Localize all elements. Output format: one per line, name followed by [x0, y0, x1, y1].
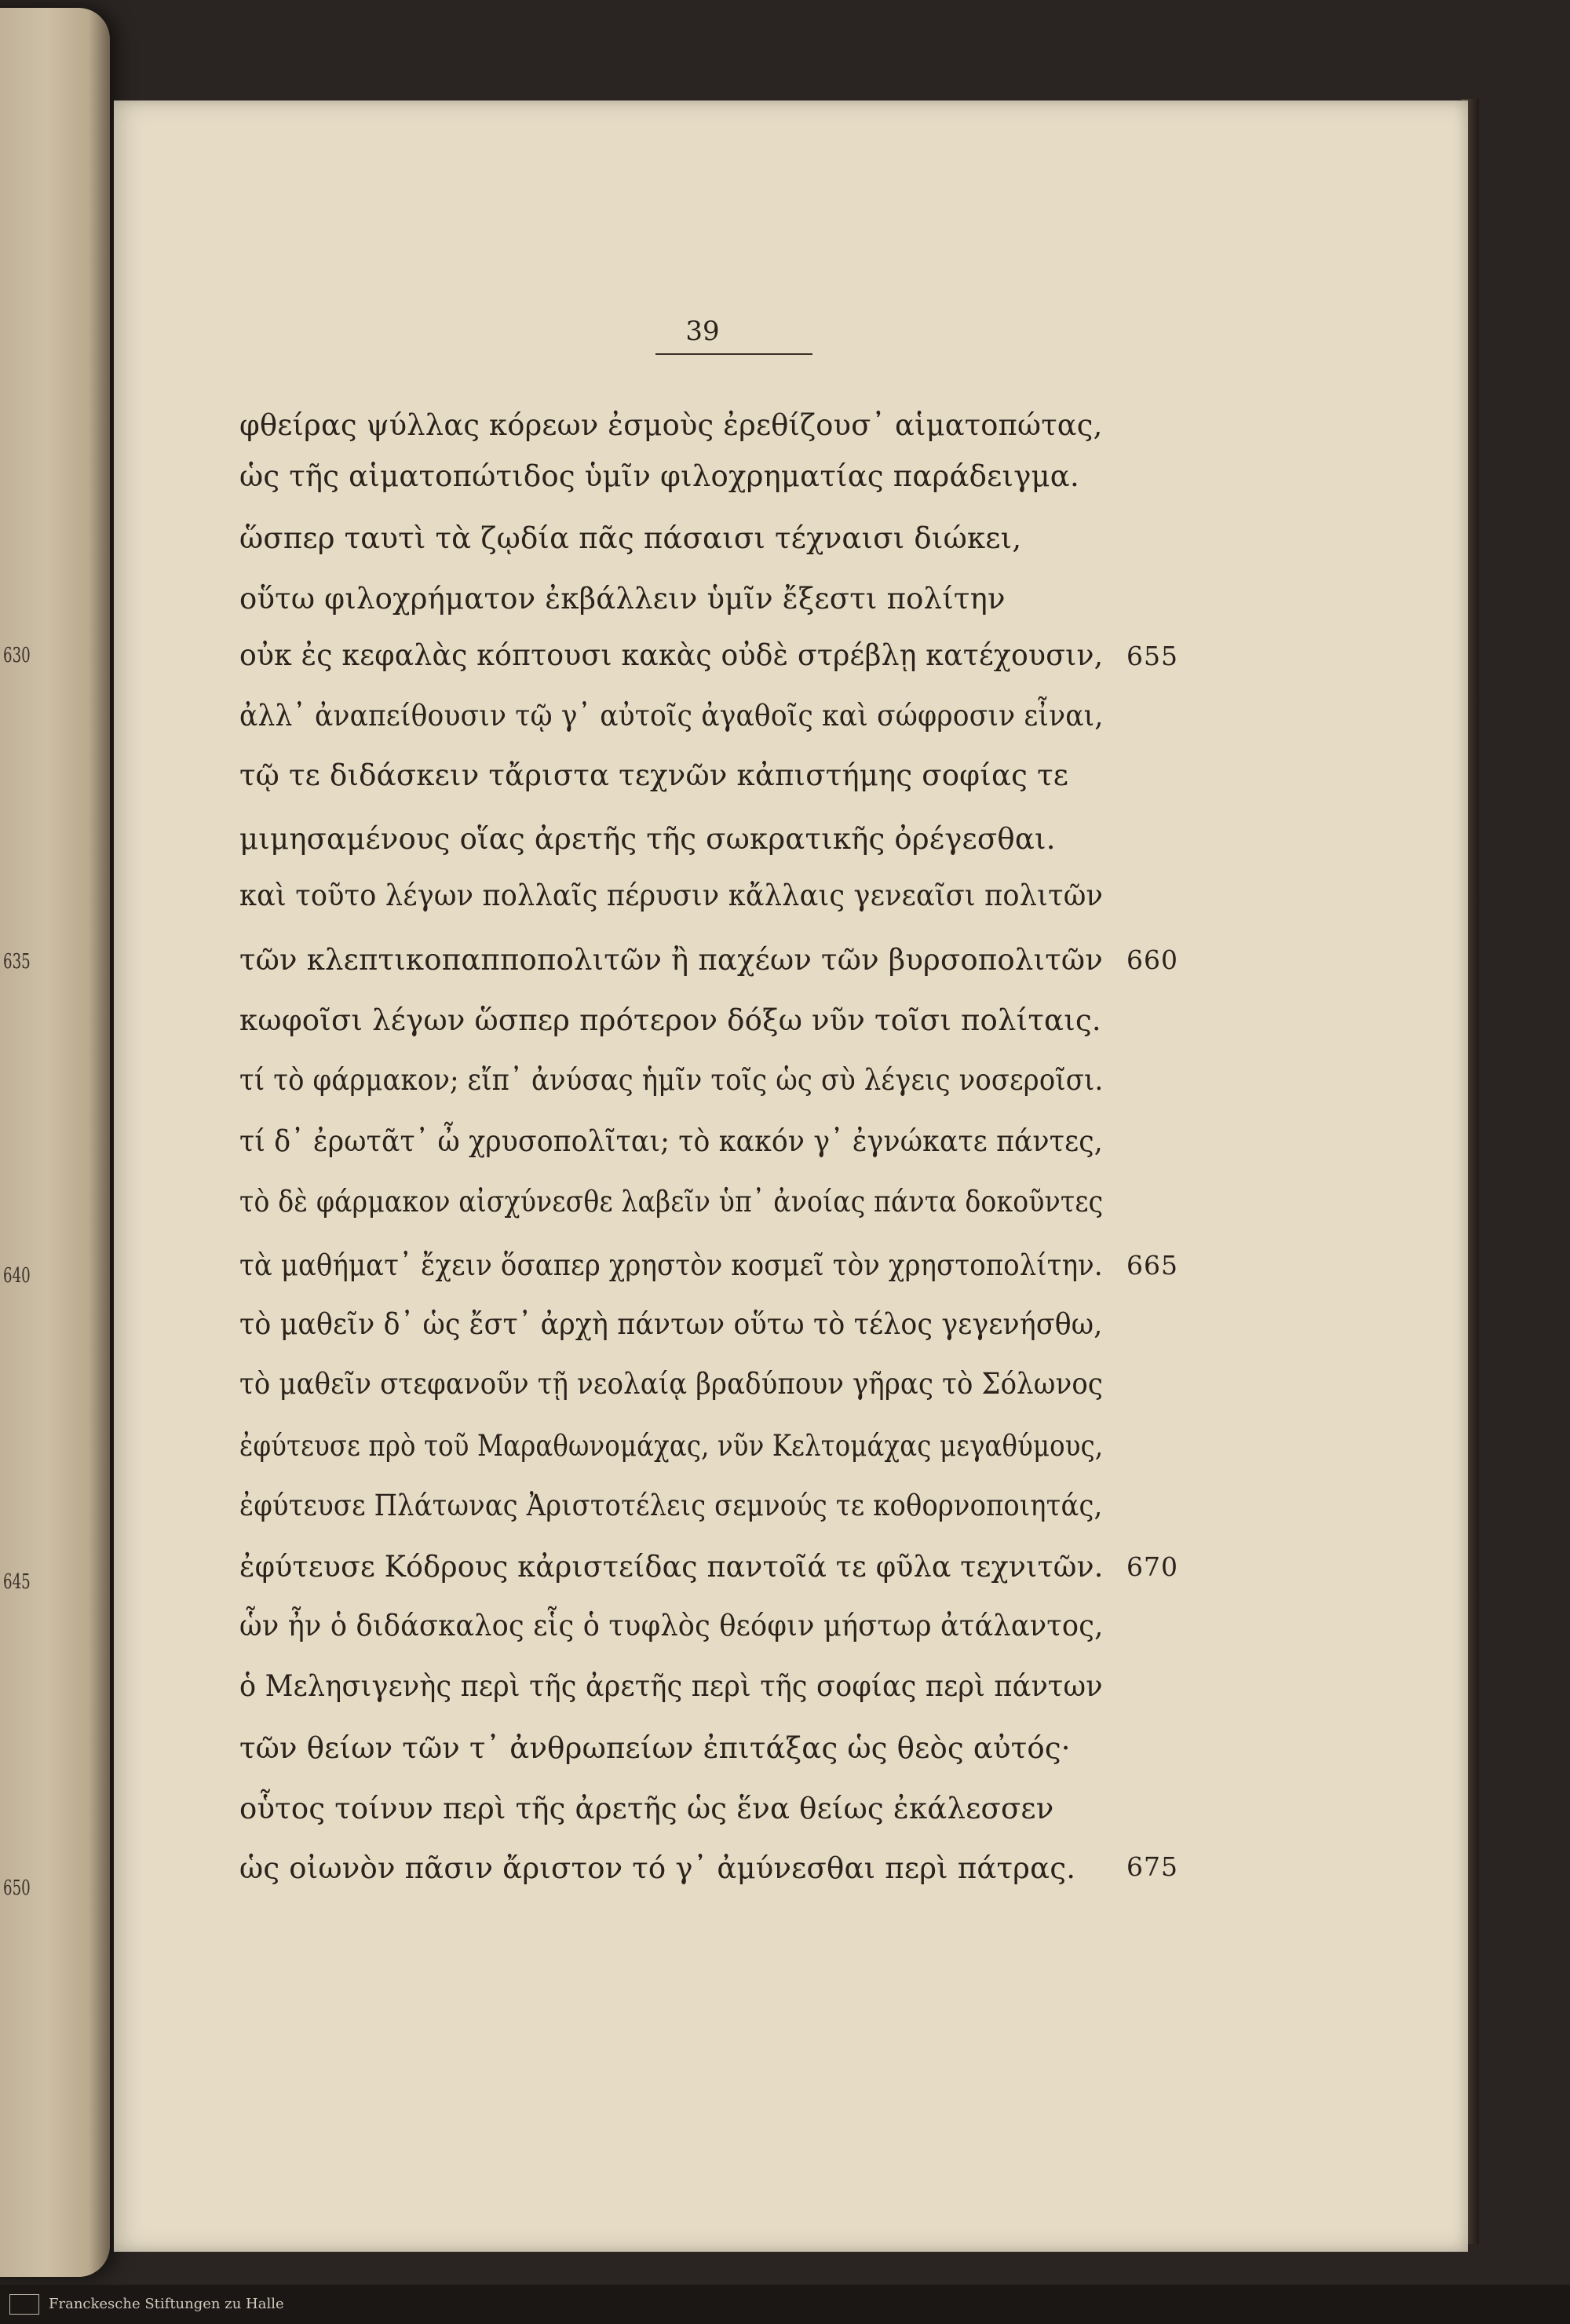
left-margin-number: 635	[3, 950, 31, 974]
left-margin-number: 645	[3, 1570, 31, 1594]
verse-line: ἐφύτευσε πρὸ τοῦ Μαραθωνομάχας, νῦν Κελτομάχας μεγαθύμους,	[239, 1429, 1104, 1463]
verse-line: ἀλλ᾽ ἀναπείθουσιν τῷ γ᾽ αὐτοῖς ἀγαθοῖς καὶ σώφροσιν εἶναι,	[239, 699, 1104, 733]
left-margin-number: 640	[3, 1264, 31, 1288]
verse-line: οὕτω φιλοχρήματον ἐκβάλλειν ὑμῖν ἔξεστι πολίτην	[239, 582, 1006, 616]
line-number: 670	[1126, 1551, 1178, 1582]
verse-line: κωφοῖσι λέγων ὥσπερ πρότερον δόξω νῦν τοῖσι πολίταις.	[239, 1003, 1101, 1037]
verse-line: οὐκ ἐς κεφαλὰς κόπτουσι κακὰς οὐδὲ στρέβλῃ κατέχουσιν,	[239, 638, 1104, 672]
left-page-edge	[0, 8, 110, 2277]
line-number: 665	[1126, 1250, 1178, 1281]
verse-line: τί τὸ φάρμακον; εἴπ᾽ ἀνύσας ἡμῖν τοῖς ὡς σὺ λέγεις νοσεροῖσι.	[239, 1063, 1104, 1097]
line-number: 675	[1126, 1851, 1178, 1882]
line-number: 660	[1126, 945, 1178, 975]
line-number: 655	[1126, 641, 1178, 671]
footer-attribution: Franckesche Stiftungen zu Halle	[49, 2296, 284, 2312]
verse-line: τί δ᾽ ἐρωτᾶτ᾽ ὦ χρυσοπολῖται; τὸ κακόν γ᾽ ἐγνώκατε πάντες,	[239, 1124, 1103, 1158]
footer-bar	[0, 2285, 1570, 2324]
verse-line: τῶν θείων τῶν τ᾽ ἀνθρωπείων ἐπιτάξας ὡς θεὸς αὐτός·	[239, 1731, 1071, 1765]
verse-line: καὶ τοῦτο λέγων πολλαῖς πέρυσιν κἄλλαις γενεαῖσι πολιτῶν	[239, 879, 1104, 912]
header-rule	[655, 353, 812, 355]
institution-logo	[9, 2294, 39, 2315]
verse-line: ὁ Μελησιγενὴς περὶ τῆς ἀρετῆς περὶ τῆς σοφίας περὶ πάντων	[239, 1669, 1103, 1703]
verse-line: ἐφύτευσε Πλάτωνας Ἀριστοτέλεις σεμνούς τε κοθορνοποιητάς,	[239, 1489, 1103, 1522]
verse-line: τῶν κλεπτικοπαπποπολιτῶν ἢ παχέων τῶν βυρσοπολιτῶν	[239, 943, 1103, 977]
verse-line: φθείρας ψύλλας κόρεων ἐσμοὺς ἐρεθίζουσ᾽ αἱματοπώτας,	[239, 408, 1103, 442]
left-margin-number: 650	[3, 1876, 31, 1900]
verse-line: μιμησαμένους οἵας ἀρετῆς τῆς σωκρατικῆς ὀρέγεσθαι.	[239, 822, 1056, 856]
verse-line: τὸ μαθεῖν στεφανοῦν τῇ νεολαίᾳ βραδύπουν γῆρας τὸ Σόλωνος	[239, 1367, 1104, 1401]
verse-line: ἐφύτευσε Κόδρους κἀριστείδας παντοῖά τε φῦλα τεχνιτῶν.	[239, 1550, 1104, 1584]
verse-line: τὰ μαθήματ᾽ ἔχειν ὅσαπερ χρηστὸν κοσμεῖ τὸν χρηστοπολίτην.	[239, 1248, 1103, 1282]
verse-line: ὡς τῆς αἱματοπώτιδος ὑμῖν φιλοχρηματίας παράδειγμα.	[239, 459, 1079, 493]
left-margin-number: 630	[3, 644, 31, 667]
verse-line: ὡς οἰωνὸν πᾶσιν ἄριστον τό γ᾽ ἀμύνεσθαι περὶ πάτρας.	[239, 1851, 1076, 1885]
verse-line: οὗτος τοίνυν περὶ τῆς ἀρετῆς ὡς ἕνα θείως ἐκάλεσσεν	[239, 1792, 1054, 1825]
verse-line: τὸ δὲ φάρμακον αἰσχύνεσθε λαβεῖν ὑπ᾽ ἀνοίας πάντα δοκοῦντες	[239, 1185, 1104, 1219]
verse-line: τὸ μαθεῖν δ᾽ ὡς ἔστ᾽ ἀρχὴ πάντων οὕτω τὸ τέλος γεγενήσθω,	[239, 1307, 1103, 1341]
page-number: 39	[685, 316, 720, 347]
verse-line: ὧν ἦν ὁ διδάσκαλος εἷς ὁ τυφλὸς θεόφιν μήστωρ ἀτάλαντος,	[239, 1609, 1104, 1643]
verse-line: τῷ τε διδάσκειν τἄριστα τεχνῶν κἀπιστήμης σοφίας τε	[239, 758, 1069, 792]
verse-line: ὥσπερ ταυτὶ τὰ ζῳδία πᾶς πάσαισι τέχναισι διώκει,	[239, 521, 1022, 555]
